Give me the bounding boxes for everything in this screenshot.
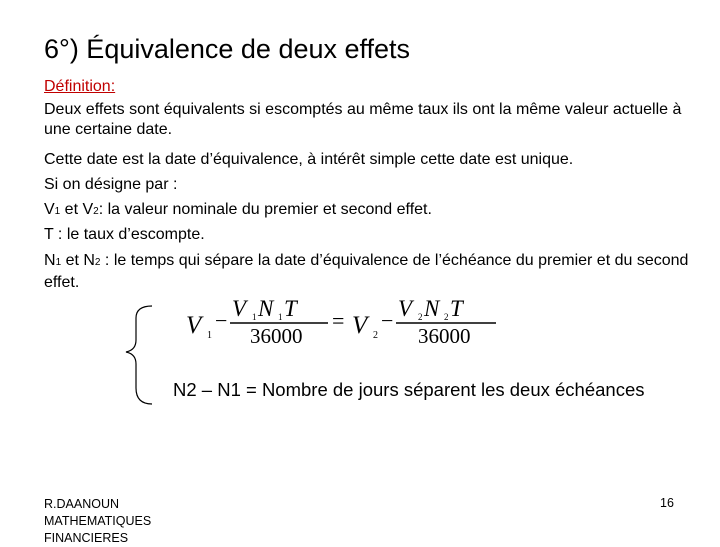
- brace-icon: [126, 306, 152, 404]
- svg-text:T: T: [284, 296, 297, 321]
- page-number: 16: [660, 496, 674, 510]
- notation-v: V1 et V2: la valeur nominale du premier et second effet.: [44, 201, 432, 218]
- slide-title: 6°) Équivalence de deux effets: [44, 34, 411, 64]
- notation-t: T : le taux d’escompte.: [44, 226, 205, 243]
- svg-text:N: N: [424, 296, 440, 321]
- definition-label: Définition:: [44, 78, 116, 95]
- svg-text:N: N: [258, 296, 274, 321]
- svg-text:−: −: [215, 308, 228, 333]
- svg-text:1: 1: [207, 330, 212, 341]
- svg-text:36000: 36000: [418, 324, 471, 348]
- svg-text:1: 1: [252, 312, 257, 322]
- notation-intro: Si on désigne par :: [44, 176, 178, 193]
- svg-text:2: 2: [418, 312, 423, 322]
- svg-text:=: =: [332, 308, 345, 333]
- svg-text:1: 1: [278, 312, 283, 322]
- svg-text:V: V: [398, 296, 413, 321]
- svg-text:2: 2: [373, 330, 378, 341]
- equivalence-date-paragraph: Cette date est la date d’équivalence, à intérêt simple cette date est unique.: [44, 151, 574, 168]
- footer-author: R.DAANOUN MATHEMATIQUES FINANCIERES: [44, 497, 152, 545]
- days-difference-line: N2 – N1 = Nombre de jours séparent les deux échéances: [173, 379, 645, 400]
- svg-text:T: T: [450, 296, 463, 321]
- definition-paragraph: Deux effets sont équivalents si escomptés au même taux ils ont la même valeur actuelle à une certaine date.: [44, 101, 682, 138]
- svg-text:V: V: [352, 312, 368, 339]
- svg-text:V: V: [232, 296, 247, 321]
- notation-n: N1 et N2 : le temps qui sépare la date d’équivalence de l’échéance du premier et du second effet.: [44, 252, 689, 291]
- svg-text:2: 2: [444, 312, 449, 322]
- svg-text:36000: 36000: [250, 324, 303, 348]
- svg-text:−: −: [381, 308, 394, 333]
- svg-text:V: V: [186, 312, 202, 339]
